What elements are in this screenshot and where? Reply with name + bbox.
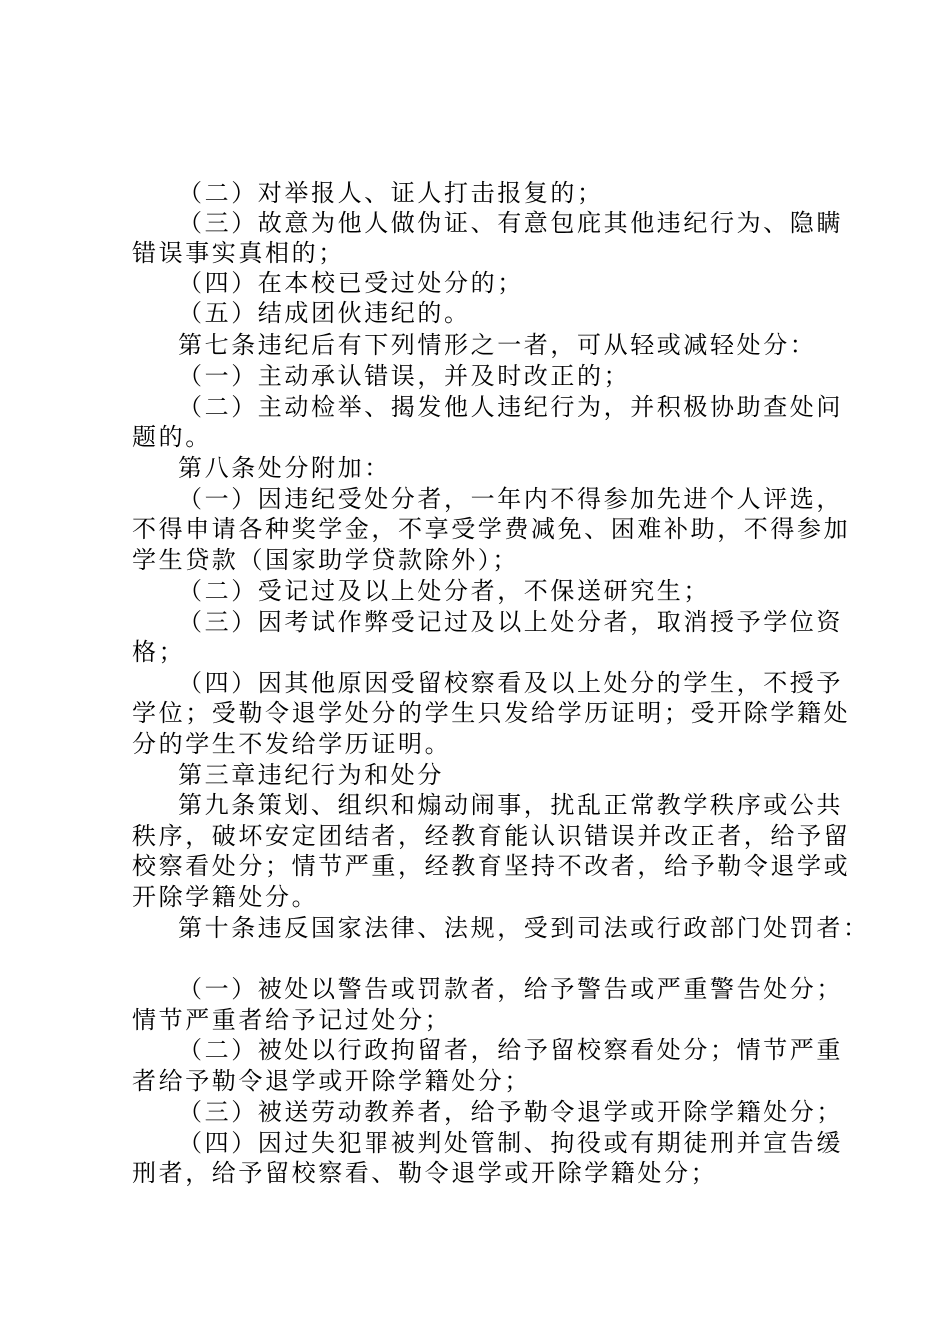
text-line: 不得申请各种奖学金，不享受学费减免、困难补助，不得参加 [132,515,851,543]
text-line: 分的学生不发给学历证明。 [132,730,452,758]
text-line: 开除学籍处分。 [132,883,319,911]
text-line: （二）受记过及以上处分者，不保送研究生； [178,577,710,605]
text-line: 学位；受勒令退学处分的学生只发给学历证明；受开除学籍处 [132,699,851,727]
text-line: 秩序，破坏安定团结者，经教育能认识错误并改正者，给予留 [132,822,851,850]
text-line: （一）被处以警告或罚款者，给予警告或严重警告处分； [178,975,843,1003]
article-heading: 第十条违反国家法律、法规，受到司法或行政部门处罚者： [178,914,870,942]
text-line: （二）被处以行政拘留者，给予留校察看处分；情节严重 [178,1036,843,1064]
chapter-heading: 第三章违纪行为和处分 [178,761,444,789]
text-line: 错误事实真相的； [132,239,345,267]
text-line: 情节严重者给予记过处分； [132,1006,452,1034]
text-line: （三）因考试作弊受记过及以上处分者，取消授予学位资 [178,608,843,636]
text-line: 题的。 [132,423,212,451]
text-line: （五）结成团伙违纪的。 [178,299,471,327]
text-line: 者给予勒令退学或开除学籍处分； [132,1067,531,1095]
text-line: （三）被送劳动教养者，给予勒令退学或开除学籍处分； [178,1098,843,1126]
text-line: （四）因其他原因受留校察看及以上处分的学生，不授予 [178,669,843,697]
text-line: （二）对举报人、证人打击报复的； [178,179,604,207]
text-line: （四）因过失犯罪被判处管制、拘役或有期徒刑并宣告缓 [178,1129,843,1157]
text-line: （一）主动承认错误，并及时改正的； [178,362,631,390]
text-line: （二）主动检举、揭发他人违纪行为，并积极协助查处问 [178,393,843,421]
text-line: （三）故意为他人做伪证、有意包庇其他违纪行为、隐瞒 [178,209,843,237]
text-line: 学生贷款（国家助学贷款除外）； [132,546,519,574]
article-heading: 第七条违纪后有下列情形之一者，可从轻或减轻处分： [178,331,817,359]
text-line: （一）因违纪受处分者，一年内不得参加先进个人评选， [178,485,843,513]
text-line: 刑者，给予留校察看、勒令退学或开除学籍处分； [132,1159,718,1187]
text-line: 格； [132,638,186,666]
text-line: （四）在本校已受过处分的； [178,269,524,297]
text-line: 第九条策划、组织和煽动闹事，扰乱正常教学秩序或公共 [178,791,843,819]
article-heading: 第八条处分附加： [178,454,391,482]
text-line: 校察看处分；情节严重，经教育坚持不改者，给予勒令退学或 [132,852,851,880]
